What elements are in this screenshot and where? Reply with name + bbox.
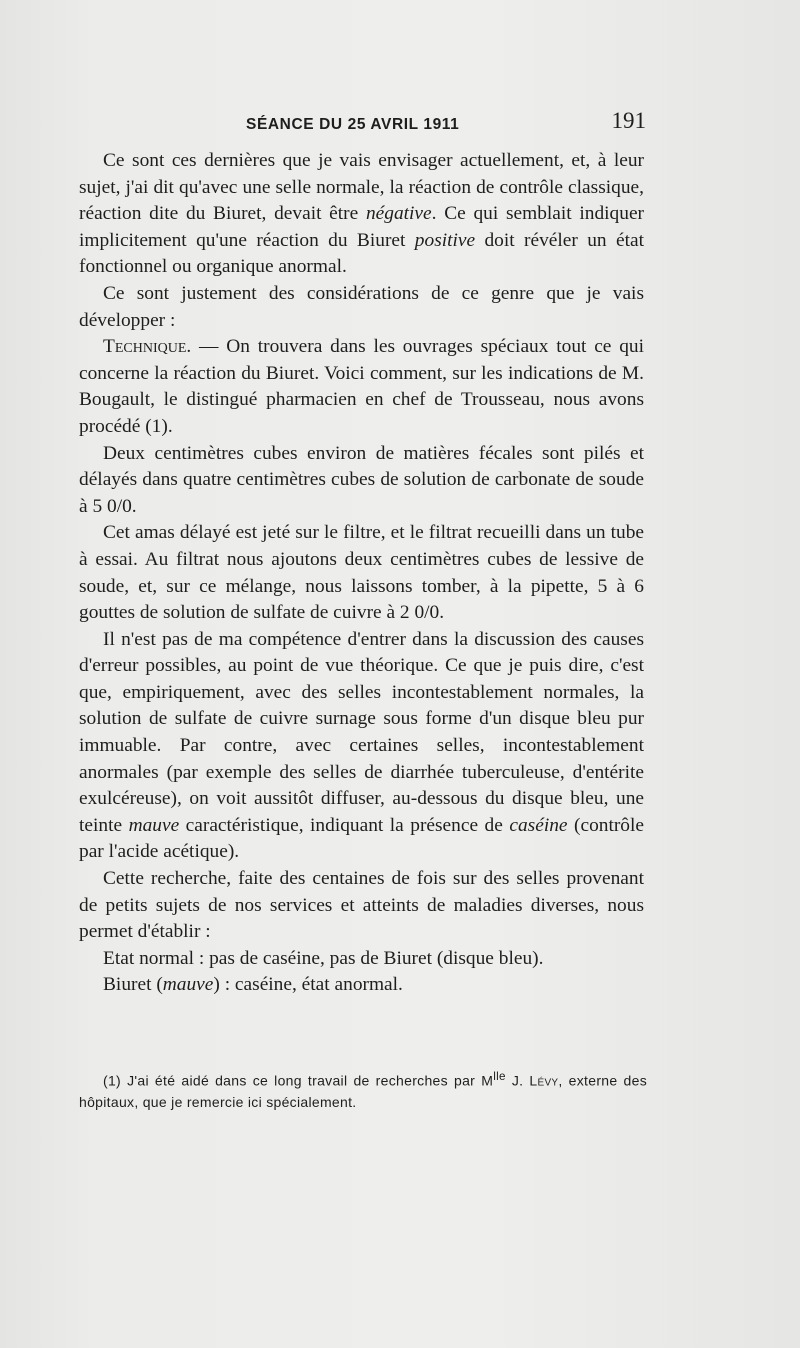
paragraph-5: Cet amas délayé est jeté sur le filtre, et le filtrat recueilli dans un tube à essai. Au filtrat nous ajoutons deux centimètres cubes de lessive de soude, et, sur ce mélange, nous laissons tomber, à la pipette, 5 à 6 gouttes de solution de sulfate de cuivre à 2 0/0.: [79, 522, 644, 624]
paragraph-4: Deux centimètres cubes environ de matières fécales sont pilés et délayés dans quatre centimètres cubes de solution de carbonate de soude à 5 0/0.: [79, 442, 644, 517]
page-header: [78, 108, 650, 138]
paragraph-2: Ce sont justement des considérations de ce genre que je vais développer :: [79, 282, 644, 331]
paragraph-7: Cette recherche, faite des centaines de fois sur des selles provenant de petits sujets de nos services et atteints de maladies diverses, nous permet d'établir :: [79, 868, 644, 943]
paragraph-technique: Technique. — On trouvera dans les ouvrages spéciaux tout ce qui concerne la réaction du Biuret. Voici comment, sur les indications de M. Bougault, le distingué pharmacien en chef de Trousseau, nous avons procédé (1).: [79, 336, 644, 437]
emphasis-negative: négative: [365, 203, 432, 225]
section-lead: Technique.: [103, 336, 192, 358]
emphasis-mauve: mauve: [128, 814, 180, 836]
running-head: SÉANCE DU 25 AVRIL 1911: [246, 116, 460, 133]
emphasis-mauve-2: mauve: [162, 974, 214, 996]
paragraph-6: Il n'est pas de ma compétence d'entrer dans la discussion des causes d'erreur possibles, au point de vue théorique. Ce que je puis dire, c'est que, empiriquement, avec des selles incontestablement normales, la solution de sulfate de cuivre surnage sous forme d'un disque bleu pur immuable. Par contre, avec certaines selles, incontestablement anormales (par exemple des selles de diarrhée tuberculeuse, d'entérite exulcéreuse), on voit aussitôt diffuser, au-dessous du disque bleu, une teinte mauve caractéristique, indiquant la présence de caséine (contrôle par l'acide acétique).: [79, 628, 644, 863]
paragraph-1: Ce sont ces dernières que je vais envisager actuellement, et, à leur sujet, j'ai dit qu'avec une selle normale, la réaction de contrôle classique, réaction dite du Biuret, devait être négative. Ce qui semblait indiquer implicitement qu'une réaction du Biuret positive doit révéler un état fonctionnel ou organique anormal.: [79, 150, 645, 278]
emphasis-positive: positive: [414, 229, 476, 251]
body-text: [79, 148, 644, 999]
emphasis-caseine: caséine: [509, 814, 568, 836]
footnote: (1) J'ai été aidé dans ce long travail de recherches par $M^{lle}$ J. Lévy, externe des hôpitaux, que je remercie ici spécialement.: [79, 1070, 647, 1110]
paragraph-9: Biuret (mauve) : caséine, état anormal.: [103, 974, 403, 996]
page-number: 191: [611, 108, 646, 133]
paragraph-8: Etat normal : pas de caséine, pas de Biuret (disque bleu).: [103, 947, 544, 969]
